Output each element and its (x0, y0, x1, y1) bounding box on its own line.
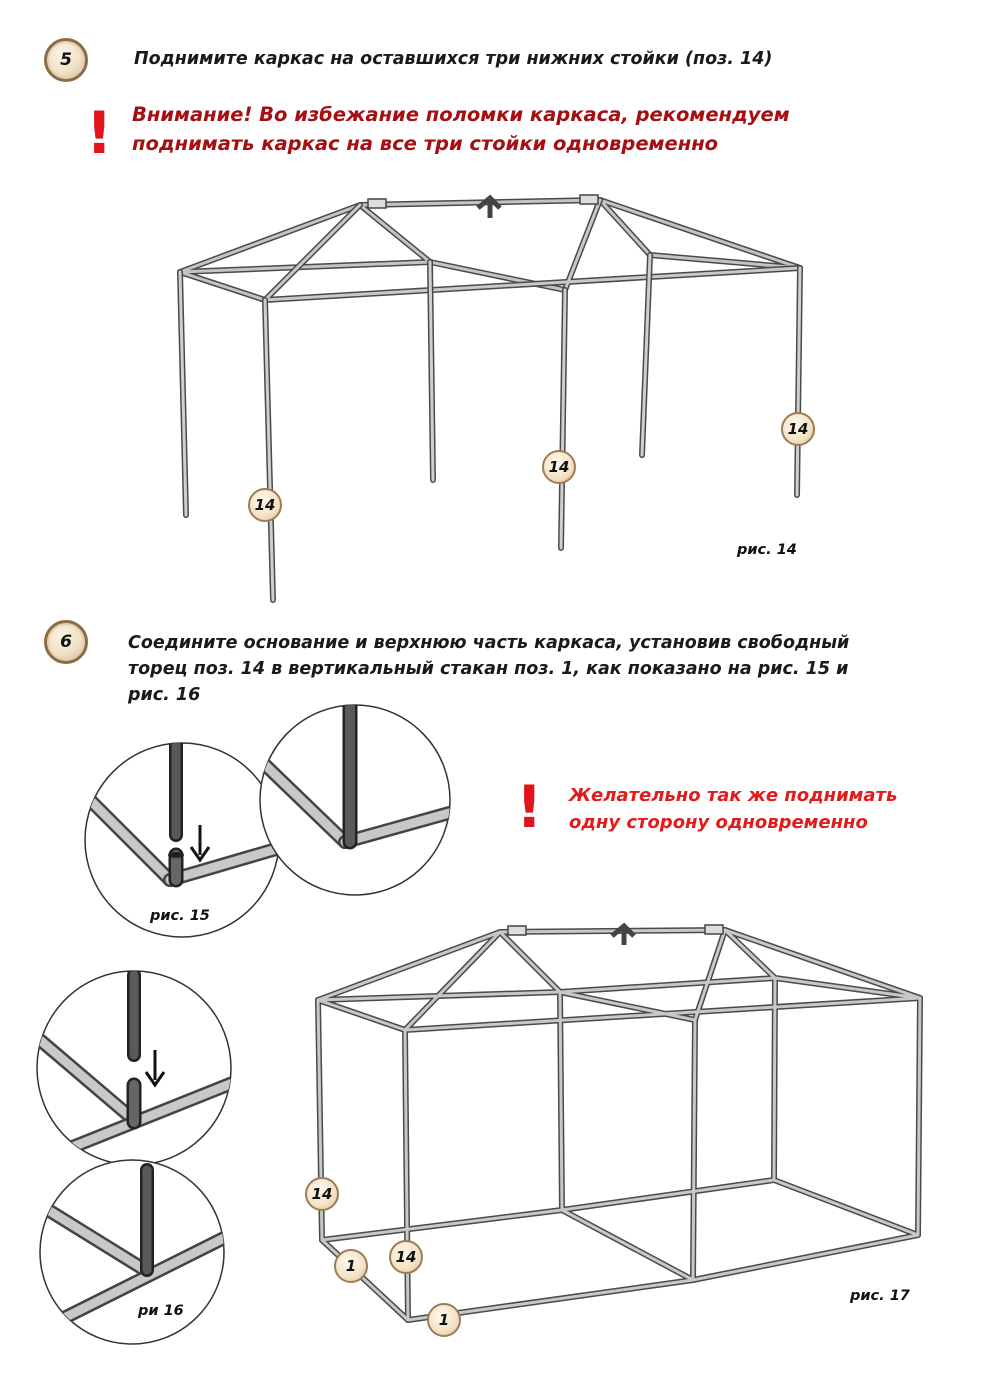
step-6-note-line-1: Желательно так же поднимать (569, 785, 898, 806)
step-6-instruction-line-1: Соедините основание и верхнюю часть каркаса, установив свободный (128, 633, 850, 653)
step-6-number: 6 (60, 632, 72, 652)
fig14-callout-14-left: 14 (248, 488, 282, 522)
fig14-callout-14-center: 14 (542, 450, 576, 484)
step-6-instruction-line-3: рис. 16 (128, 685, 201, 705)
step-5-warning-line-2: поднимать каркас на все три стойки одновременно (132, 132, 719, 155)
step-5-warning-line-1: Внимание! Во избежание поломки каркаса, рекомендуем (132, 103, 790, 126)
warning-exclamation-icon: ! (86, 99, 113, 167)
fig17-callout-14-left: 14 (305, 1177, 339, 1211)
figure-14-label: рис. 14 (737, 542, 797, 558)
fig17-callout-1-left: 1 (334, 1249, 368, 1283)
figure-17-label: рис. 17 (850, 1288, 910, 1304)
fig14-callout-14-right: 14 (781, 412, 815, 446)
step-6-note-line-2: одну сторону одновременно (569, 812, 868, 833)
figure-16-label: ри 16 (138, 1303, 184, 1319)
note-exclamation-icon: ! (516, 773, 543, 841)
step-6-instruction-line-2: торец поз. 14 в вертикальный стакан поз. 1, как показано на рис. 15 и (128, 659, 849, 679)
step-5-instruction: Поднимите каркас на оставшихся три нижних стойки (поз. 14) (134, 49, 773, 69)
step-5-number: 5 (60, 50, 72, 70)
fig17-callout-14-front: 14 (389, 1240, 423, 1274)
fig17-callout-1-front: 1 (427, 1303, 461, 1337)
figure-15-label: рис. 15 (150, 908, 210, 924)
